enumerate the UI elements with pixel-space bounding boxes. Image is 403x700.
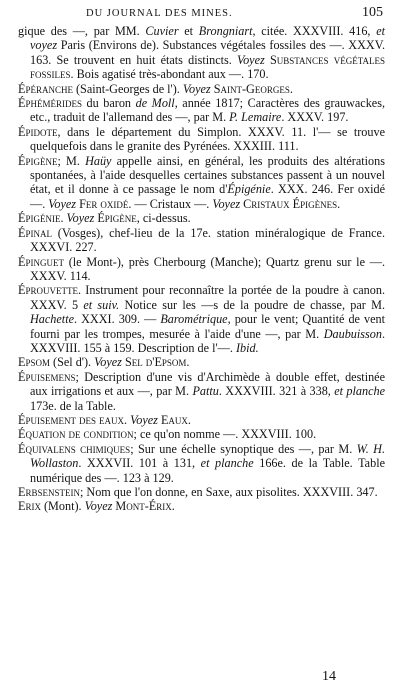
entry-text: Haüy bbox=[85, 153, 112, 168]
entry-text: Fer oxidé bbox=[76, 196, 129, 211]
entry-text: Voyez bbox=[182, 81, 211, 96]
index-entry bbox=[18, 154, 385, 212]
index-entry bbox=[18, 82, 385, 96]
entry-headword: Équation de condition bbox=[18, 427, 134, 442]
entry-text: et suiv. bbox=[83, 297, 120, 312]
entry-text: (Saint-Georges de l'). bbox=[72, 81, 183, 96]
index-entry bbox=[18, 211, 385, 225]
entry-text: . bbox=[186, 355, 190, 370]
page-number: 105 bbox=[362, 5, 383, 20]
index-entry bbox=[18, 413, 385, 427]
index-entry bbox=[18, 427, 385, 441]
entry-text: Barométrique bbox=[160, 312, 228, 327]
entry-text: ; Description d'une vis d'Archimède à double effet, destinée aux irrigations et aux —, par M. bbox=[30, 369, 385, 399]
entry-text: Épigénie bbox=[227, 182, 271, 197]
entry-headword: Épuisement des eaux bbox=[18, 412, 125, 427]
entry-text: . Instrument pour reconnaître la portée de la poudre à canon. XXXV. 5 bbox=[30, 283, 385, 312]
entry-text: gique des —, par MM. bbox=[18, 24, 146, 38]
entry-text: Voyez bbox=[48, 196, 77, 211]
index-entry bbox=[18, 442, 385, 485]
entry-text: Saint-Georges bbox=[210, 81, 290, 96]
entry-headword: Épéranche bbox=[18, 81, 73, 96]
entry-headword: Épigénie bbox=[18, 211, 61, 226]
entry-text: (Vosges), chef-lieu de la 17e. station minéralogique de France. XXXVI. 227. bbox=[30, 225, 385, 255]
entry-text: (Sel d'). bbox=[49, 355, 95, 370]
entry-text: , année 1817; Caractères des grauwackes, etc., traduit de l'allemand des —, par M. bbox=[30, 96, 385, 125]
entry-headword: Epsom bbox=[18, 355, 50, 370]
entry-text: et planche bbox=[334, 384, 386, 399]
printer-signature-mark: 14 bbox=[322, 669, 336, 684]
entry-text: . XXXVIII. 155 à 159. Description de l'—. bbox=[30, 326, 385, 355]
entry-text: . XXXV. 197. bbox=[281, 110, 349, 125]
index-entry bbox=[18, 125, 385, 154]
entry-text: Sel d'Epsom bbox=[121, 355, 187, 370]
entry-headword: Erbsenstein bbox=[18, 485, 80, 499]
entry-text: Substances végétales fossiles bbox=[30, 52, 385, 82]
entry-text: Voyez bbox=[84, 499, 113, 514]
entry-text: P. Lemaire bbox=[229, 110, 282, 125]
entry-text: , pour le vent; Quantité de vent fourni par les trompes, mesurée à l'aide d'une —, par M. bbox=[30, 312, 385, 341]
entry-text: . XXXI. 309. — bbox=[74, 312, 161, 327]
entry-headword: Épinal bbox=[18, 225, 52, 240]
entry-text: Cuvier bbox=[145, 24, 179, 38]
entry-headword: Épuisemens bbox=[18, 369, 76, 384]
entry-text: ; Nom que l'on donne, en Saxe, aux pisolites. XXXVIII. 347. bbox=[79, 485, 378, 499]
entry-text: Ibid. bbox=[235, 340, 259, 355]
entry-text: Pattu bbox=[192, 384, 219, 399]
entry-text: 173e. de la Table. bbox=[30, 398, 116, 413]
entry-text: . bbox=[187, 412, 191, 427]
entry-text: . — Cristaux —. bbox=[128, 196, 213, 211]
entry-text: W. H. Wollaston bbox=[30, 441, 385, 471]
entry-text: (Mont). bbox=[40, 499, 85, 514]
entry-text: . Bois agatisé très-abondant aux —. 170. bbox=[70, 67, 269, 82]
entry-text: Brongniart bbox=[198, 24, 253, 38]
entry-text: . XXXVII. 101 à 131, bbox=[78, 456, 201, 471]
entry-text: . bbox=[60, 211, 67, 226]
entry-text: Daubuisson bbox=[323, 326, 382, 341]
entry-headword: Éphémérides bbox=[18, 96, 82, 111]
entry-text: et voyez bbox=[30, 24, 385, 53]
index-entry bbox=[18, 499, 385, 513]
entry-text: Cristaux Épigènes bbox=[240, 196, 338, 211]
entry-text: ; M. bbox=[57, 153, 86, 168]
entry-text: et bbox=[178, 24, 199, 38]
entry-text: Hachette bbox=[30, 312, 74, 327]
entry-text: 166e. de la Table. Table numérique des —. 123 à 129. bbox=[30, 456, 385, 485]
entry-text: Paris (Environs de). Substances végétales fossiles des —. XXXV. 163. Se trouvent en huit états distincts. bbox=[30, 38, 385, 67]
index-entry bbox=[18, 355, 385, 369]
entry-headword: Équivalens chimiques bbox=[18, 441, 131, 456]
entry-text: . XXX. 246. Fer oxidé —. bbox=[30, 182, 386, 211]
running-title: DU JOURNAL DES MINES. bbox=[86, 8, 233, 19]
entry-text: Voyez bbox=[237, 52, 265, 67]
entry-text: . bbox=[171, 499, 175, 514]
entry-text: de Moll bbox=[135, 96, 175, 111]
entry-text: , ci-dessus. bbox=[136, 211, 191, 226]
entry-text: . XXXVIII. 321 à 338, bbox=[218, 384, 335, 399]
index-entry bbox=[18, 255, 385, 284]
index-entry bbox=[18, 96, 385, 125]
entry-text: appelle ainsi, en général, les produits des altérations spontanées, à l'aide desquelles certaines substances passent à un nouvel état, et il donne à ce passage le nom d' bbox=[30, 153, 385, 197]
index-entry bbox=[18, 283, 385, 355]
index-entry bbox=[18, 485, 385, 499]
entry-text: ; ce qu'on nomme —. XXXVIII. 100. bbox=[133, 427, 317, 442]
entry-headword: Épidote bbox=[18, 124, 58, 139]
index-entries bbox=[18, 24, 385, 514]
entry-text: Voyez bbox=[66, 211, 95, 226]
entry-headword: Épinguet bbox=[18, 254, 64, 269]
index-entry bbox=[18, 24, 385, 82]
entry-text: du baron bbox=[81, 96, 136, 111]
index-entry bbox=[18, 370, 385, 413]
entry-text: Épigène bbox=[94, 211, 137, 226]
page-header bbox=[0, 6, 403, 22]
index-entry bbox=[18, 226, 385, 255]
entry-text: . bbox=[289, 81, 293, 96]
entry-text: ; Sur une échelle synoptique des —, par M. bbox=[130, 441, 357, 456]
entry-text: . bbox=[124, 412, 131, 427]
entry-text: Voyez bbox=[130, 412, 158, 427]
entry-text: Mont-Érix bbox=[112, 499, 172, 514]
entry-text: , citée. XXXVIII. 416, bbox=[252, 24, 377, 38]
entry-text: Voyez bbox=[94, 355, 122, 370]
entry-text: Voyez bbox=[212, 196, 241, 211]
entry-headword: Éprouvette bbox=[18, 283, 78, 298]
entry-text: Notice sur les —s de la poudre de chasse, par M. bbox=[119, 297, 385, 312]
entry-text: (le Mont-), près Cherbourg (Manche); Quartz grenu sur le —. XXXV. 114. bbox=[30, 254, 385, 283]
entry-text: . bbox=[337, 196, 341, 211]
entry-headword: Épigène bbox=[18, 153, 58, 168]
entry-text: Eaux bbox=[157, 412, 188, 427]
entry-headword: Erix bbox=[18, 499, 41, 514]
entry-text: , dans le département du Simplon. XXXV. 11. l'— se trouve quelquefois dans le granite des Pyrénées. XXXIII. 111. bbox=[30, 124, 385, 154]
entry-text: et planche bbox=[200, 456, 254, 471]
